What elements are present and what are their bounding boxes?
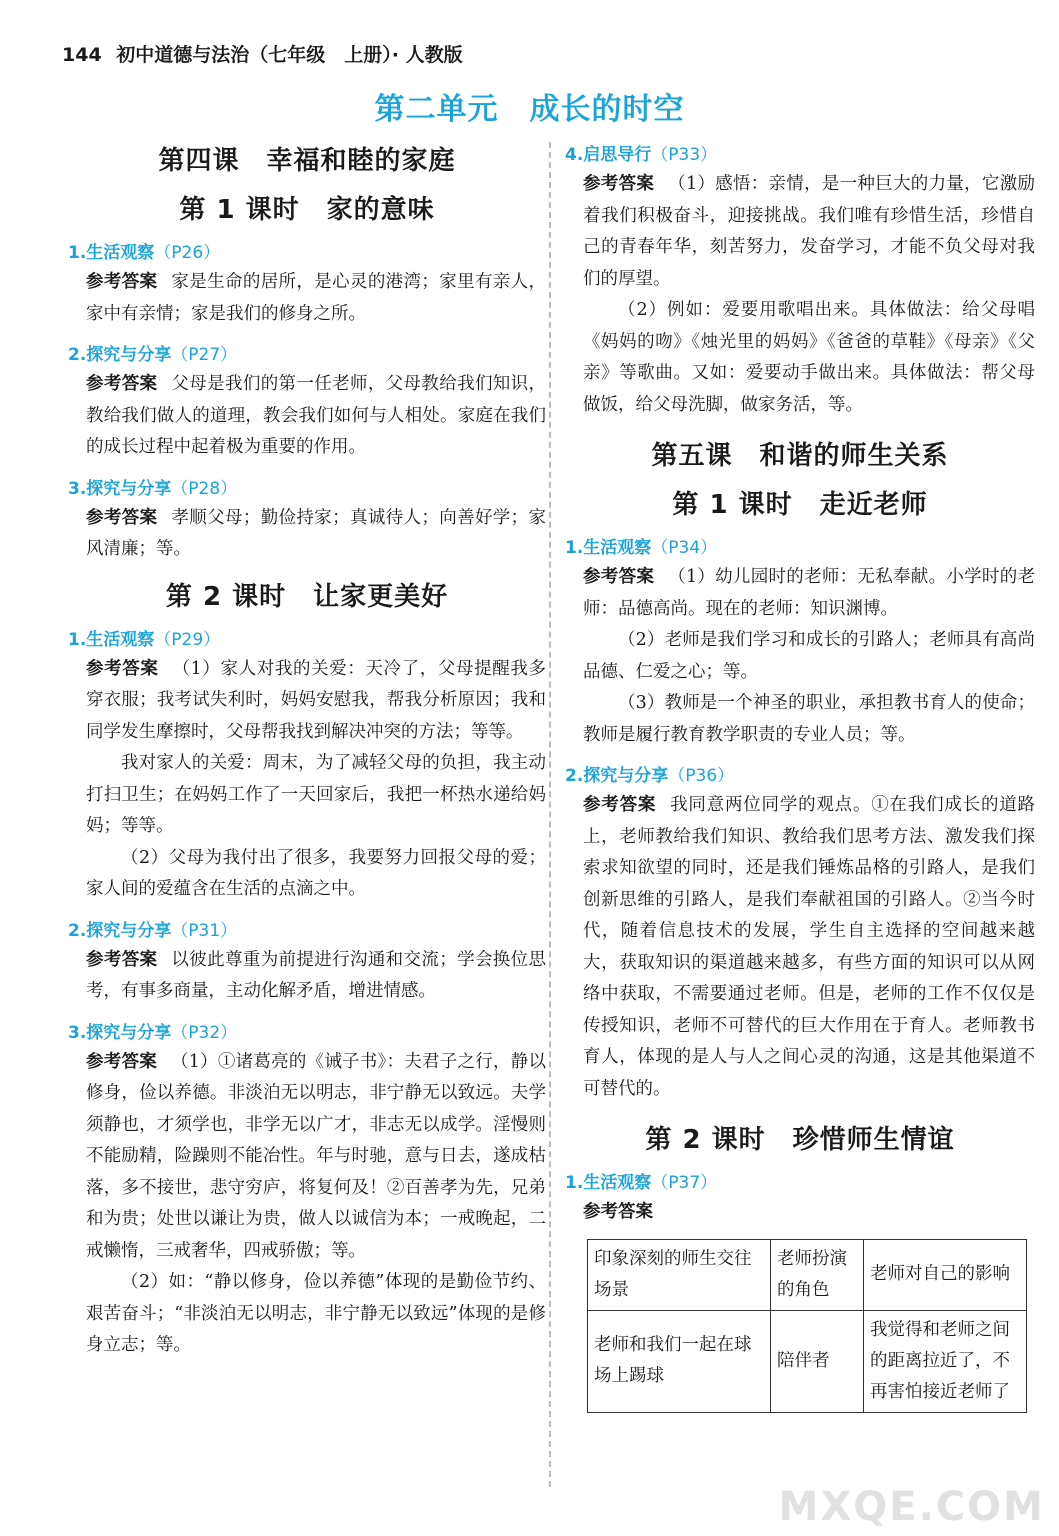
section-label: 2.探究与分享: [565, 766, 669, 786]
section-heading: [565, 1168, 1035, 1193]
answer-text: （1）感悟：亲情，是一种巨大的力量，它激励着我们积极奋斗，迎接挑战。我们唯有珍惜生活，珍惜自己的青春年华，刻苦努力，发奋学习，才能不负父母对我们的厚望。: [583, 174, 1036, 289]
section-page: （P32）: [171, 1022, 238, 1043]
answer-paragraph: （2）父母为我付出了很多，我要努力回报父母的爱；家人间的爱蕴含在生活的点滴之中。: [86, 847, 546, 899]
left-column: [68, 132, 546, 1362]
section-label: 1.生活观察: [68, 629, 155, 650]
section-heading: [565, 761, 1035, 786]
answer-label: 参考答案: [86, 949, 158, 970]
period-title: 第 1 课时 家的意味: [179, 195, 435, 225]
answer-label: 参考答案: [86, 374, 158, 394]
answer-paragraph: [583, 169, 1035, 295]
book-title: 初中道德与法治（七年级 上册）· 人教版: [116, 44, 463, 66]
section-heading: [68, 474, 546, 499]
answer-text: （1）①诸葛亮的《诫子书》：夫君子之行，静以修身，俭以养德。非淡泊无以明志，非宁静无以致远。夫学须静也，才须学也，非学无以广才，非志无以成学。淫慢则不能励精，险躁则不能冶性。年与时驰，意与日去，遂成枯落，多不接世，悲守穷庐，将复何及！②百善孝为先，兄弟和为贵；处世以谦让为贵，做人以诚信为本；一戒晚起，二戒懒惰，三戒奢华，四戒骄傲；等。: [86, 1051, 546, 1261]
answer-text: 孝顺父母；勤俭持家；真诚待人；向善好学；家风清廉；等。: [86, 507, 547, 559]
answer-text: （1）幼儿园时的老师：无私奉献。小学时的老师：品德高尚。现在的老师：知识渊博。: [583, 567, 1036, 619]
section-heading: [565, 140, 1035, 165]
answer-paragraph: （3）教师是一个神圣的职业，承担教书育人的使命；教师是履行教育教学职责的专业人员；等。: [583, 693, 1035, 745]
answer-text: 以彼此尊重为前提进行沟通和交流；学会换位思考，有事多商量，主动化解矛盾，增进情感。: [86, 949, 547, 1001]
section-label: 1.生活观察: [565, 538, 652, 558]
answer-paragraph: （2）例如：爱要用歌唱出来。具体做法：给父母唱《妈妈的吻》《烛光里的妈妈》《爸爸的草鞋》《母亲》《父亲》等歌曲。又如：爱要动手做出来。具体做法：帮父母做饭，给父母洗脚，做家务活，等。: [583, 300, 1035, 415]
section-page: （P36）: [668, 766, 735, 786]
answer-text: （1）家人对我的关爱：天冷了，父母提醒我多穿衣服；我考试失利时，妈妈安慰我，帮我分析原因；我和同学发生摩擦时，父母帮我找到解决冲突的方法；等等。: [86, 658, 546, 742]
unit-title: 第二单元 成长的时空: [374, 92, 685, 127]
answer-text: 父母是我们的第一任老师，父母教给我们知识，教给我们做人的道理，教会我们如何与人相处。家庭在我们的成长过程中起着极为重要的作用。: [86, 374, 547, 457]
table-header-row: [588, 1239, 1027, 1310]
answer-paragraph: [86, 1047, 546, 1268]
section-heading: [68, 1018, 546, 1043]
answer-table: [587, 1239, 1027, 1413]
section-page: （P34）: [651, 538, 718, 558]
section-page: （P26）: [154, 243, 221, 263]
table-cell: 陪伴者: [771, 1310, 864, 1412]
answer-label: 参考答案: [86, 1051, 157, 1072]
answer-paragraph: [86, 267, 546, 330]
answer-paragraph: [86, 945, 546, 1008]
section-page: （P28）: [171, 478, 238, 499]
answer-label: 参考答案: [583, 1202, 653, 1222]
table-row: [588, 1310, 1027, 1412]
section-page: （P27）: [171, 345, 238, 365]
section-page: （P37）: [651, 1173, 718, 1193]
answer-paragraph: [86, 503, 546, 566]
period-title: 第 2 课时 让家更美好: [165, 581, 449, 612]
table-cell: 我觉得和老师之间的距离拉近了，不再害怕接近老师了: [864, 1310, 1027, 1412]
lesson-title: 第五课 和谐的师生关系: [651, 441, 949, 471]
period-title: 第 2 课时 珍惜师生情谊: [645, 1125, 955, 1155]
answer-label: 参考答案: [583, 567, 655, 587]
page-number: 144: [62, 44, 102, 66]
section-label: 2.探究与分享: [68, 920, 172, 941]
answer-label: 参考答案: [86, 507, 158, 528]
table-header-cell: 老师扮演的角色: [771, 1239, 864, 1310]
answer-text: 我同意两位同学的观点。①在我们成长的道路上，老师教给我们知识、教给我们思考方法、激发我们探索求知欲望的同时，还是我们锤炼品格的引路人，是我们创新思维的引路人，是我们奉献祖国的引路人。②当今时代，随着信息技术的发展，学生自主选择的空间越来越大，获取知识的渠道越来越多，有些方面的知识可以从网络中获取，不需要通过老师。但是，老师的工作不仅仅是传授知识，老师不可替代的巨大作用在于育人。老师教书育人，体现的是人与人之间心灵的沟通，这是其他渠道不可替代的。: [583, 795, 1036, 1099]
section-page: （P29）: [154, 629, 221, 650]
period-title: 第 1 课时 走近老师: [672, 490, 928, 520]
table-header-cell: 印象深刻的师生交往场景: [588, 1239, 771, 1310]
section-label: 3.探究与分享: [68, 478, 172, 499]
answer-paragraph: [583, 562, 1035, 625]
section-label: 3.探究与分享: [68, 1022, 172, 1043]
table-header-cell: 老师对自己的影响: [864, 1239, 1027, 1310]
answer-label: 参考答案: [86, 658, 159, 679]
section-heading: [68, 916, 546, 941]
column-divider: [549, 142, 551, 1487]
right-column: [565, 132, 1035, 1413]
answer-paragraph: 我对家人的关爱：周末，为了减轻父母的负担，我主动打扫卫生；在妈妈工作了一天回家后，我把一杯热水递给妈妈；等等。: [86, 753, 546, 836]
answer-paragraph: [86, 654, 546, 749]
section-label: 4.启思导行: [565, 145, 652, 165]
section-heading: [565, 533, 1035, 558]
table-cell: 老师和我们一起在球场上踢球: [588, 1310, 771, 1412]
section-label: 1.生活观察: [68, 243, 155, 263]
answer-label: 参考答案: [583, 174, 655, 194]
answer-label: 参考答案: [86, 272, 158, 292]
section-label: 1.生活观察: [565, 1173, 652, 1193]
answer-label: 参考答案: [583, 795, 657, 815]
section-label: 2.探究与分享: [68, 345, 172, 365]
answer-paragraph: （2）老师是我们学习和成长的引路人；老师具有高尚品德、仁爱之心；等。: [583, 630, 1035, 682]
section-page: （P31）: [171, 920, 238, 941]
page-header: [62, 40, 463, 67]
lesson-title: 第四课 幸福和睦的家庭: [158, 146, 456, 176]
answer-paragraph: （2）如：“静以修身，俭以养德”体现的是勤俭节约、艰苦奋斗；“非淡泊无以明志，非宁静无以致远”体现的是修身立志；等。: [86, 1272, 546, 1355]
section-heading: [68, 340, 546, 365]
section-heading: [68, 238, 546, 263]
answer-paragraph: [583, 790, 1035, 1105]
answer-text: 家是生命的居所，是心灵的港湾；家里有亲人，家中有亲情；家是我们的修身之所。: [86, 272, 547, 324]
section-heading: [68, 625, 546, 650]
watermark: MXQE.COM: [778, 1484, 1045, 1530]
answer-paragraph: [86, 369, 546, 464]
answer-paragraph: [583, 1197, 1035, 1229]
section-page: （P33）: [651, 145, 718, 165]
